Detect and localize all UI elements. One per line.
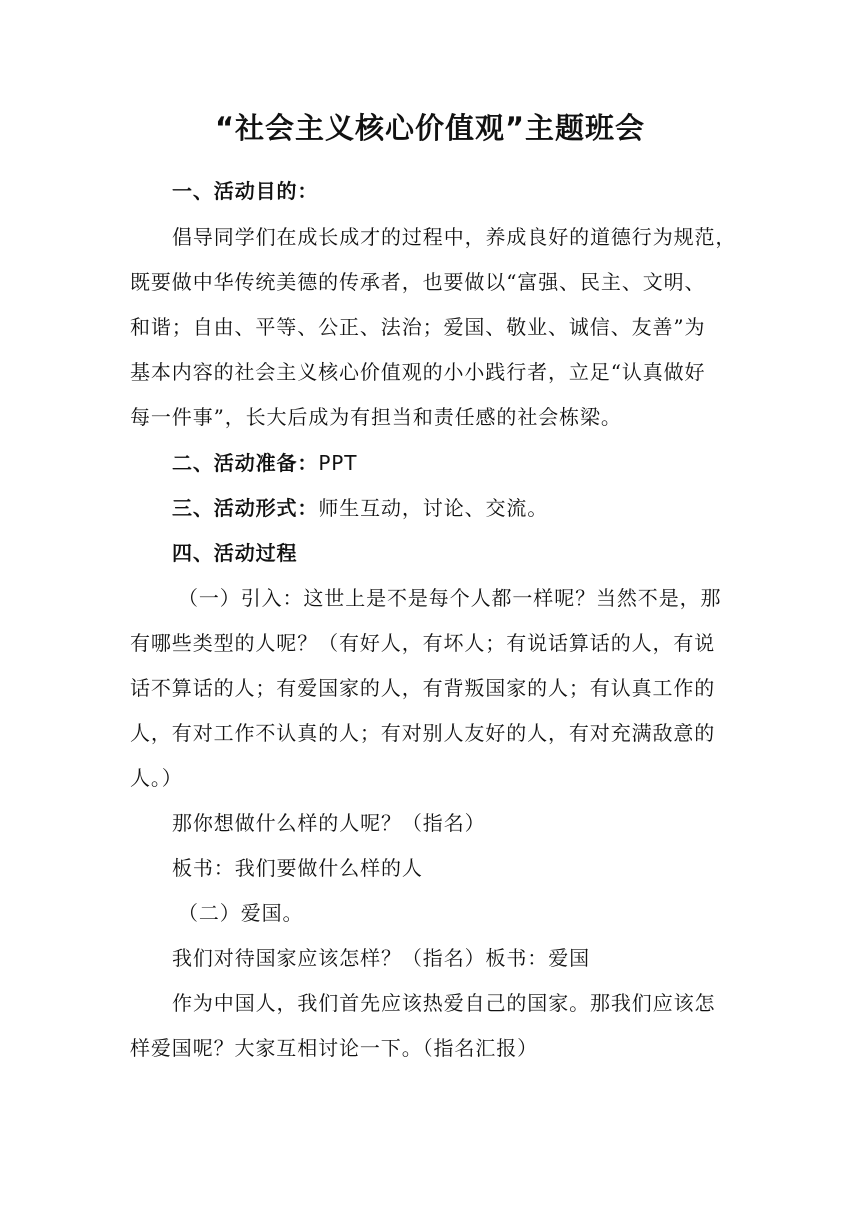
paragraph-line: 我们对待国家应该怎样？（指名）板书：爱国 <box>172 946 590 970</box>
paragraph-line: 样爱国呢？大家互相讨论一下。（指名汇报） <box>130 1036 538 1060</box>
paragraph-line: （一）引入：这世上是不是每个人都一样呢？当然不是，那 <box>178 586 722 610</box>
paragraph-line: 和谐；自由、平等、公正、法治；爱国、敬业、诚信、友善”为 <box>130 315 706 339</box>
section-heading-value: 师生互动，讨论、交流。 <box>318 496 549 520</box>
paragraph-line: 既要做中华传统美德的传承者，也要做以“富强、民主、文明、 <box>130 270 706 294</box>
paragraph-line: 板书：我们要做什么样的人 <box>172 856 423 880</box>
section-heading-label: 一、活动目的： <box>172 179 319 203</box>
section-heading-label: 三、活动形式： <box>172 496 319 520</box>
paragraph-line: 倡导同学们在成长成才的过程中，养成良好的道德行为规范， <box>172 225 737 249</box>
section-heading-label: 四、活动过程 <box>172 541 298 565</box>
document-title: “社会主义核心价值观”主题班会 <box>214 111 646 145</box>
section-heading-format <box>172 493 792 523</box>
paragraph-line: 人。） <box>130 766 183 790</box>
paragraph-line: 每一件事”，长大后成为有担当和责任感的社会栋梁。 <box>130 405 622 429</box>
section-heading-label: 二、活动准备： <box>172 451 319 475</box>
paragraph-line: 有哪些类型的人呢？（有好人，有坏人；有说话算话的人，有说 <box>130 631 716 655</box>
section-heading-purpose <box>172 176 792 206</box>
paragraph-line: 作为中国人，我们首先应该热爱自己的国家。那我们应该怎 <box>172 991 716 1015</box>
paragraph-line: 基本内容的社会主义核心价值观的小小践行者，立足“认真做好 <box>130 360 706 384</box>
section-heading-preparation <box>172 448 792 478</box>
paragraph-line: 人，有对工作不认真的人；有对别人友好的人，有对充满敌意的 <box>130 721 716 745</box>
subsection-title: （二）爱国。 <box>178 901 304 925</box>
paragraph-line: 那你想做什么样的人呢？（指名） <box>172 811 486 835</box>
paragraph-line: 话不算话的人；有爱国家的人，有背叛国家的人；有认真工作的 <box>130 676 716 700</box>
section-heading-process <box>172 538 792 568</box>
section-heading-value: PPT <box>318 451 358 475</box>
